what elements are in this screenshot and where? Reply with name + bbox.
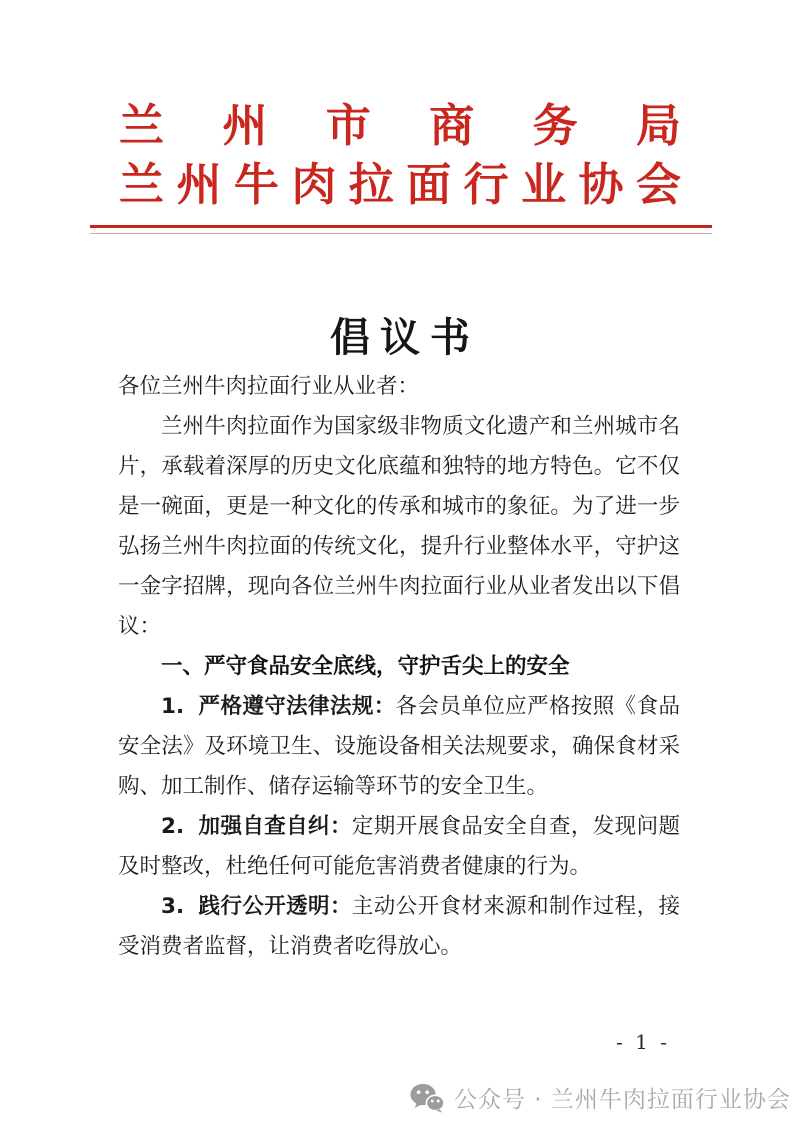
list-item <box>118 887 680 967</box>
item-text: 各会员单位应严格按照《食品安全法》及环境卫生、设施设备相关法规要求，确保食材采购、加工制作、储存运输等环节的安全卫生。 <box>118 694 680 799</box>
list-item <box>118 807 680 887</box>
item-lead: 加强自查自纠： <box>198 814 352 839</box>
section-1-heading: 一、严守食品安全底线，守护舌尖上的安全 <box>161 654 570 679</box>
item-number: 2. <box>161 814 185 839</box>
page-number: - 1 - <box>616 1030 670 1054</box>
document-body <box>118 367 680 967</box>
salutation: 各位兰州牛肉拉面行业从业者： <box>118 374 420 399</box>
letterhead <box>119 96 681 214</box>
letterhead-org-2: 兰州牛肉拉面行业协会 <box>119 158 681 211</box>
list-item <box>118 687 680 807</box>
document-title: 倡议书 <box>330 314 480 361</box>
rule-thin-line <box>90 233 712 234</box>
item-text: 主动公开食材来源和制作过程，接受消费者监督，让消费者吃得放心。 <box>118 894 680 959</box>
intro-paragraph: 兰州牛肉拉面作为国家级非物质文化遗产和兰州城市名片，承载着深厚的历史文化底蕴和独特的地方特色。它不仅是一碗面，更是一种文化的传承和城市的象征。为了进一步弘扬兰州牛肉拉面的传统文化，提升行业整体水平，守护这一金字招牌，现向各位兰州牛肉拉面行业从业者发出以下倡议： <box>118 414 680 639</box>
item-text: 定期开展食品安全自查，发现问题及时整改，杜绝任何可能危害消费者健康的行为。 <box>118 814 680 879</box>
item-lead: 践行公开透明： <box>198 894 352 919</box>
item-lead: 严格遵守法律法规： <box>198 694 396 719</box>
rule-thick-line <box>90 225 712 228</box>
item-number: 3. <box>161 894 185 919</box>
footer-watermark <box>410 1081 791 1114</box>
watermark-text: 公众号 · 兰州牛肉拉面行业协会 <box>454 1087 791 1113</box>
double-rule <box>90 225 712 234</box>
item-number: 1. <box>161 694 185 719</box>
wechat-icon <box>410 1083 444 1113</box>
letterhead-org-1: 兰州市商务局 <box>119 99 681 152</box>
